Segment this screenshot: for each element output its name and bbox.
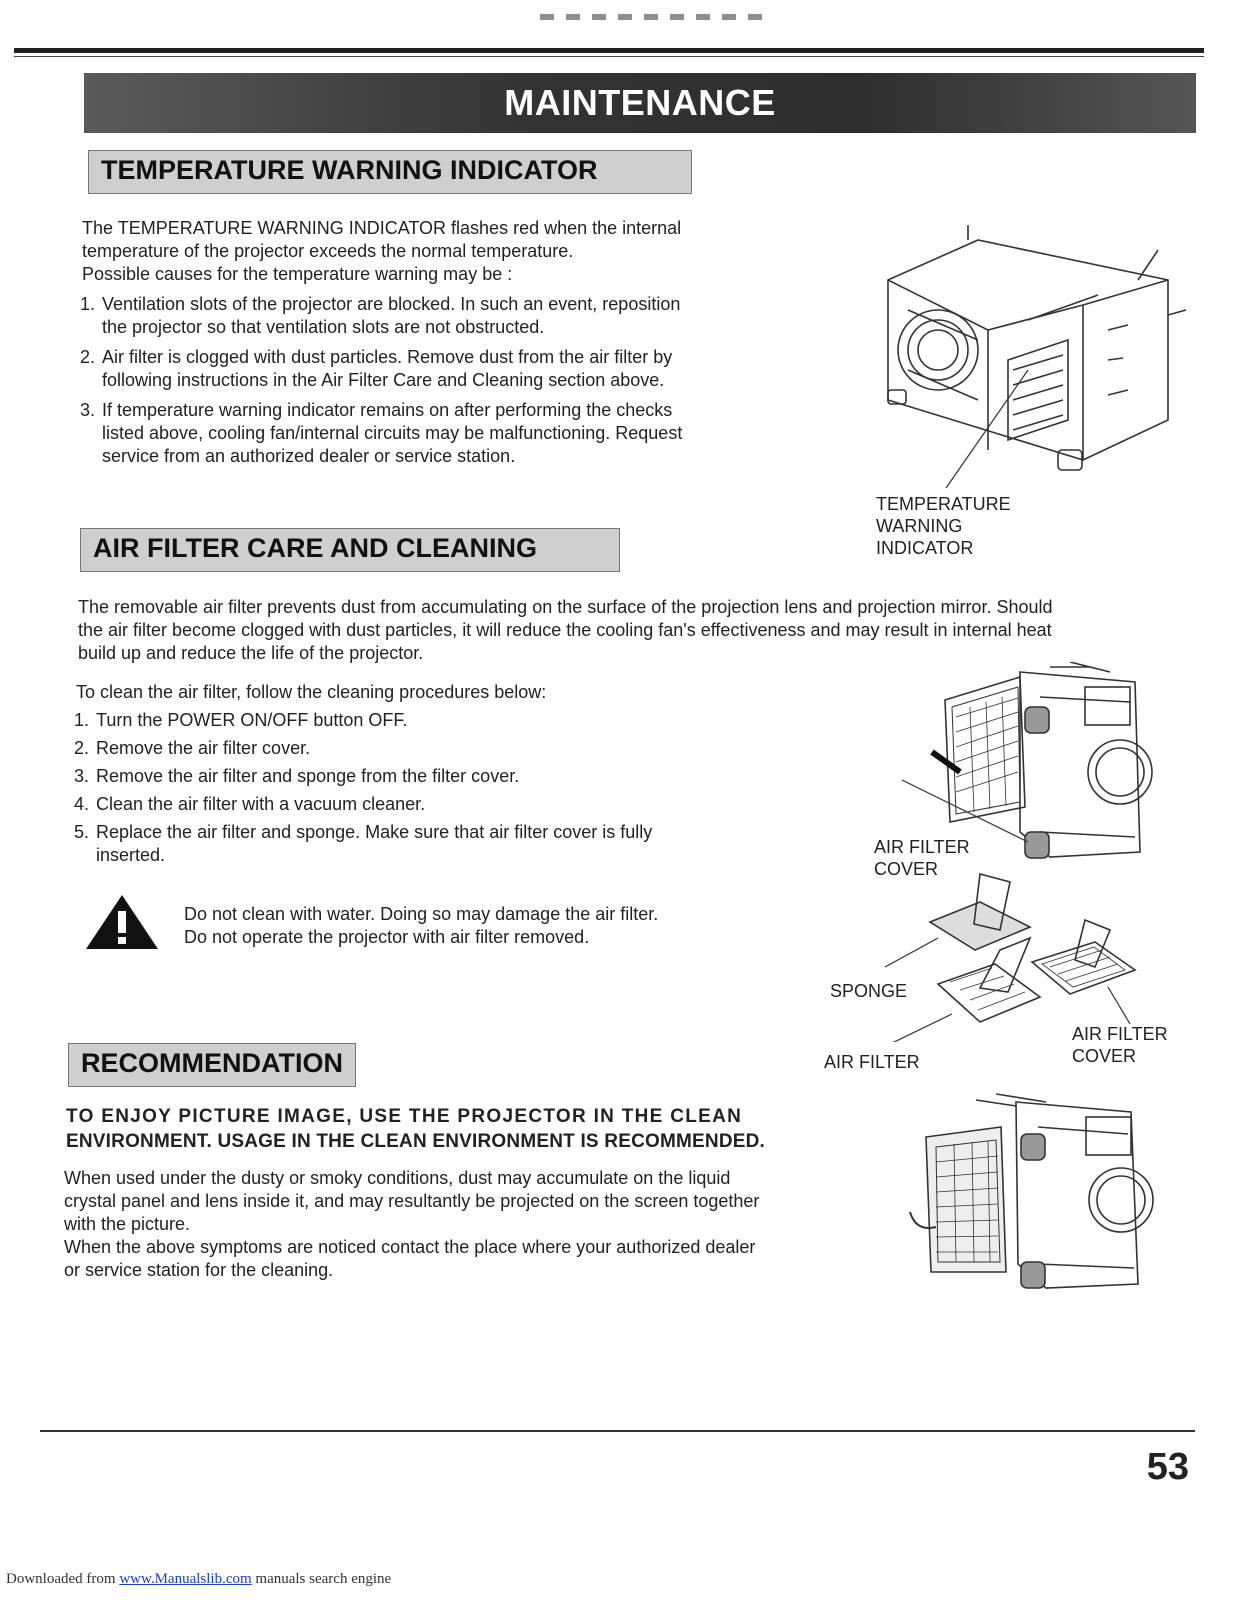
list-item: 1. Ventilation slots of the projector are blocked. In such an event, reposition the projector so that ventilation slots are not obstructed. bbox=[80, 294, 681, 337]
temperature-intro-line: Possible causes for the temperature warning may be : bbox=[82, 264, 513, 284]
cleaning-steps-intro: To clean the air filter, follow the cleaning procedures below: bbox=[76, 682, 547, 702]
projector-front-illustration bbox=[868, 220, 1188, 490]
top-dash-artifact bbox=[540, 14, 770, 20]
recommendation-bold-text: TO ENJOY PICTURE IMAGE, USE THE PROJECTOR IN THE CLEAN ENVIRONMENT. USAGE IN THE CLEAN ENVIRONMENT IS RECOMMENDED. bbox=[66, 1106, 766, 1152]
temperature-intro bbox=[82, 217, 802, 286]
air-filter-cover-label-right: AIR FILTER COVER bbox=[1072, 1024, 1168, 1066]
page-number: 53 bbox=[1146, 1446, 1189, 1488]
warning-text: Do not clean with water. Doing so may damage the air filter. Do not operate the projector with air filter removed. bbox=[184, 904, 659, 947]
temperature-heading: TEMPERATURE WARNING INDICATOR bbox=[88, 150, 692, 194]
list-item: 3. If temperature warning indicator remains on after performing the checks listed above, cooling fan/internal circuits may be malfunctioning. Request service from an authorized dealer or service station. bbox=[80, 400, 683, 466]
list-item: 2. Air filter is clogged with dust particles. Remove dust from the air filter by following instructions in the Air Filter Care and Cleaning section above. bbox=[80, 347, 673, 390]
recommendation-heading: RECOMMENDATION bbox=[68, 1043, 356, 1087]
recommendation-body: When used under the dusty or smoky conditions, dust may accumulate on the liquid crystal panel and lens inside it, and may resultantly be projected on the screen together with the picture. When the above symptoms are noticed contact the place where your authorized dealer or service station for the cleaning. bbox=[64, 1168, 760, 1280]
list-item: 2. Remove the air filter cover. bbox=[74, 738, 311, 758]
warning-icon bbox=[84, 893, 160, 951]
list-item: 4. Clean the air filter with a vacuum cleaner. bbox=[74, 794, 426, 814]
filter-exploded-illustration bbox=[880, 872, 1150, 1042]
list-item: 5. Replace the air filter and sponge. Make sure that air filter cover is fully inserted. bbox=[74, 822, 653, 865]
air-filter-intro bbox=[78, 596, 1208, 665]
air-filter-intro-line: build up and reduce the life of the projector. bbox=[78, 643, 424, 663]
air-filter-cover-illustration bbox=[900, 662, 1200, 862]
air-filter-intro-line: the air filter become clogged with dust particles, it will reduce the cooling fan's effectiveness and may result in internal heat bbox=[78, 620, 1052, 640]
header-rule bbox=[14, 48, 1204, 53]
sponge-label: SPONGE bbox=[830, 981, 908, 1001]
footer-rule bbox=[40, 1430, 1195, 1432]
maintenance-banner bbox=[84, 73, 1196, 133]
page-title: MAINTENANCE bbox=[504, 82, 776, 123]
air-filter-label: AIR FILTER bbox=[824, 1052, 920, 1072]
cleaning-steps-list bbox=[74, 709, 794, 867]
header-rule-thin bbox=[14, 56, 1204, 57]
list-item: 3. Remove the air filter and sponge from the filter cover. bbox=[74, 766, 520, 786]
download-footer: Downloaded from www.Manualslib.com manuals search engine bbox=[6, 1571, 392, 1587]
air-filter-heading: AIR FILTER CARE AND CLEANING bbox=[80, 528, 620, 572]
list-item: 1. Turn the POWER ON/OFF button OFF. bbox=[74, 710, 408, 730]
temperature-intro-line: temperature of the projector exceeds the normal temperature. bbox=[82, 241, 574, 261]
temperature-causes-list bbox=[80, 293, 800, 468]
temperature-indicator-label: TEMPERATURE WARNING INDICATOR bbox=[876, 494, 1011, 558]
air-filter-cover-label-top: AIR FILTER COVER bbox=[874, 837, 970, 879]
projector-filter-removal-illustration bbox=[906, 1092, 1196, 1292]
air-filter-intro-line: The removable air filter prevents dust from accumulating on the surface of the projection lens and projection mirror. Should bbox=[78, 597, 1053, 617]
temperature-intro-line: The TEMPERATURE WARNING INDICATOR flashes red when the internal bbox=[82, 218, 682, 238]
manualslib-link[interactable]: www.Manualslib.com bbox=[119, 1571, 252, 1587]
